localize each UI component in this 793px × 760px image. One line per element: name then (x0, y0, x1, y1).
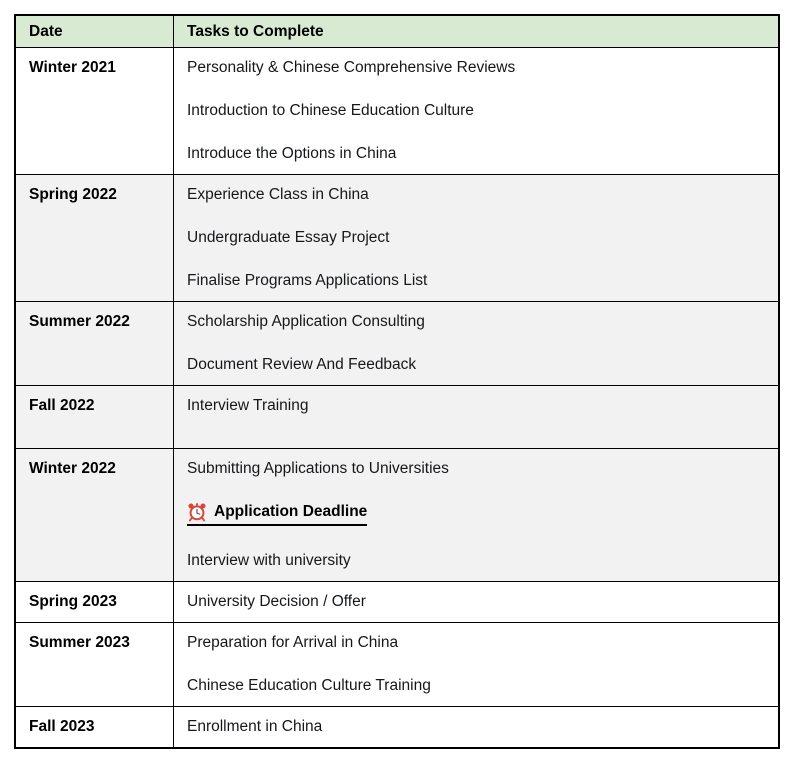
task-item: Undergraduate Essay Project (187, 229, 390, 246)
task-item: Document Review And Feedback (187, 356, 417, 373)
task-item: Interview Training (187, 397, 309, 414)
tasks-cell (174, 449, 778, 581)
table-row-fall-2022 (16, 385, 778, 448)
date-cell: Summer 2022 (16, 302, 174, 385)
date-cell: Fall 2023 (16, 707, 174, 747)
table-header-row (16, 16, 778, 47)
date-cell: Fall 2022 (16, 386, 174, 448)
task-item: Introduce the Options in China (187, 145, 397, 162)
task-item: Personality & Chinese Comprehensive Reviews (187, 59, 516, 76)
tasks-cell (174, 175, 778, 301)
date-cell: Spring 2022 (16, 175, 174, 301)
tasks-cell (174, 48, 778, 174)
task-item: Experience Class in China (187, 186, 369, 203)
task-item: Enrollment in China (187, 718, 323, 735)
date-cell: Spring 2023 (16, 582, 174, 622)
header-date: Date (16, 16, 174, 47)
tasks-cell (174, 707, 778, 747)
tasks-cell (174, 386, 778, 448)
header-tasks: Tasks to Complete (187, 22, 324, 40)
task-item: University Decision / Offer (187, 593, 366, 610)
task-item: Introduction to Chinese Education Culture (187, 102, 474, 119)
deadline-label: Application Deadline (214, 503, 368, 520)
table-row-spring-2022 (16, 174, 778, 301)
deadline-chip (187, 502, 367, 526)
date-cell: Winter 2021 (16, 48, 174, 174)
date-cell: Summer 2023 (16, 623, 174, 706)
task-item: Chinese Education Culture Training (187, 677, 431, 694)
table-row-winter-2022 (16, 448, 778, 581)
table-row-summer-2023 (16, 622, 778, 706)
table-row-fall-2023 (16, 706, 778, 747)
table-row-spring-2023 (16, 581, 778, 622)
table-row-winter-2021 (16, 47, 778, 174)
task-item: Scholarship Application Consulting (187, 313, 425, 330)
tasks-cell (174, 623, 778, 706)
alarm-clock-icon (187, 502, 207, 522)
task-item: Submitting Applications to Universities (187, 460, 449, 477)
timeline-table (14, 14, 780, 749)
task-item: Finalise Programs Applications List (187, 272, 428, 289)
tasks-cell (174, 302, 778, 385)
deadline-task (187, 502, 765, 528)
task-item: Preparation for Arrival in China (187, 634, 399, 651)
tasks-cell (174, 582, 778, 622)
table-row-summer-2022 (16, 301, 778, 385)
task-item: Interview with university (187, 552, 351, 569)
date-cell: Winter 2022 (16, 449, 174, 581)
